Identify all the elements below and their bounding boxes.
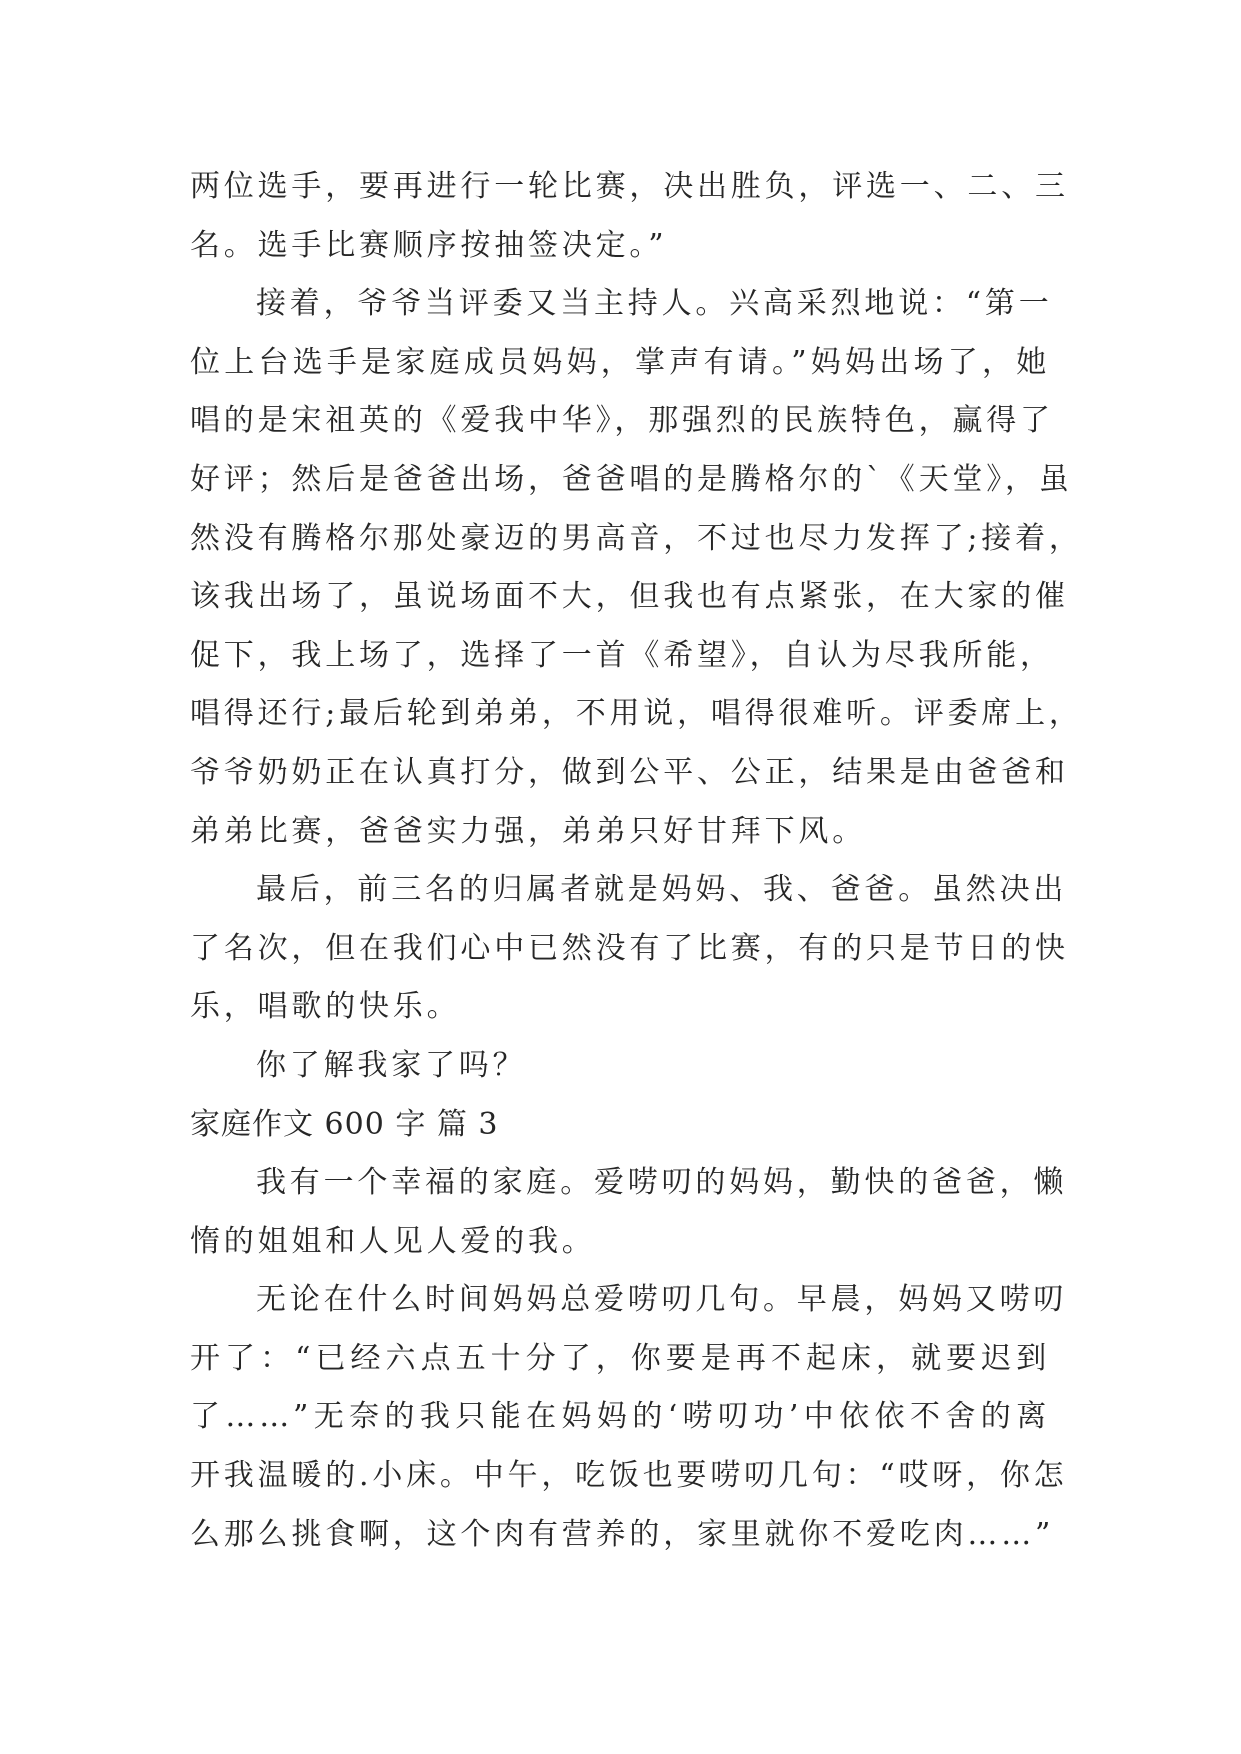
text-line: 了……”无奈的我只能在妈妈的‘唠叨功’中依依不舍的离	[190, 1399, 1050, 1435]
text-line: 名。选手比赛顺序按抽签决定。”	[190, 227, 668, 263]
text-line: 两位选手，要再进行一轮比赛，决出胜负，评选一、二、三	[190, 169, 1069, 204]
paragraph-first-line: 我有一个幸福的家庭。爱唠叨的妈妈，勤快的爸爸，懒	[256, 1165, 1068, 1201]
section-heading: 家庭作文 600 字 篇 3	[190, 1106, 499, 1142]
paragraph-first-line: 接着，爷爷当评委又当主持人。兴高采烈地说：“第一	[256, 286, 1053, 322]
text-line: 么那么挑食啊，这个肉有营养的，家里就你不爱吃肉……”	[190, 1516, 1055, 1552]
document-body	[190, 158, 1083, 1564]
text-line: 唱的是宋祖英的《爱我中华》，那强烈的民族特色，赢得了	[190, 403, 1054, 439]
text-line: 好评；然后是爸爸出场，爸爸唱的是腾格尔的`《天堂》，虽	[190, 461, 1073, 497]
text-line: 该我出场了，虽说场面不大，但我也有点紧张，在大家的催	[190, 579, 1069, 615]
text-line: 开我温暖的.小床。中午，吃饭也要唠叨几句：“哎呀，你怎	[190, 1458, 1068, 1494]
text-line: 惰的姐姐和人见人爱的我。	[190, 1223, 596, 1259]
text-line: 了名次，但在我们心中已然没有了比赛，有的只是节日的快	[190, 930, 1069, 966]
paragraph-first-line: 无论在什么时间妈妈总爱唠叨几句。早晨，妈妈又唠叨	[256, 1282, 1068, 1318]
text-line: 然没有腾格尔那处豪迈的男高音，不过也尽力发挥了;接着，	[190, 520, 1083, 556]
text-line: 唱得还行;最后轮到弟弟，不用说，唱得很难听。评委席上，	[190, 696, 1083, 732]
text-line: 弟弟比赛，爸爸实力强，弟弟只好甘拜下风。	[190, 813, 866, 849]
text-line: 乐，唱歌的快乐。	[190, 989, 461, 1025]
text-line: 爷爷奶奶正在认真打分，做到公平、公正，结果是由爸爸和	[190, 754, 1069, 790]
text-line: 开了：“已经六点五十分了，你要是再不起床，就要迟到	[190, 1340, 1050, 1376]
paragraph-first-line: 最后，前三名的归属者就是妈妈、我、爸爸。虽然决出	[256, 872, 1068, 908]
paragraph-first-line: 你了解我家了吗？	[256, 1047, 527, 1083]
text-line: 位上台选手是家庭成员妈妈，掌声有请。”妈妈出场了，她	[190, 344, 1050, 380]
text-line: 促下，我上场了，选择了一首《希望》，自认为尽我所能，	[190, 637, 1054, 673]
